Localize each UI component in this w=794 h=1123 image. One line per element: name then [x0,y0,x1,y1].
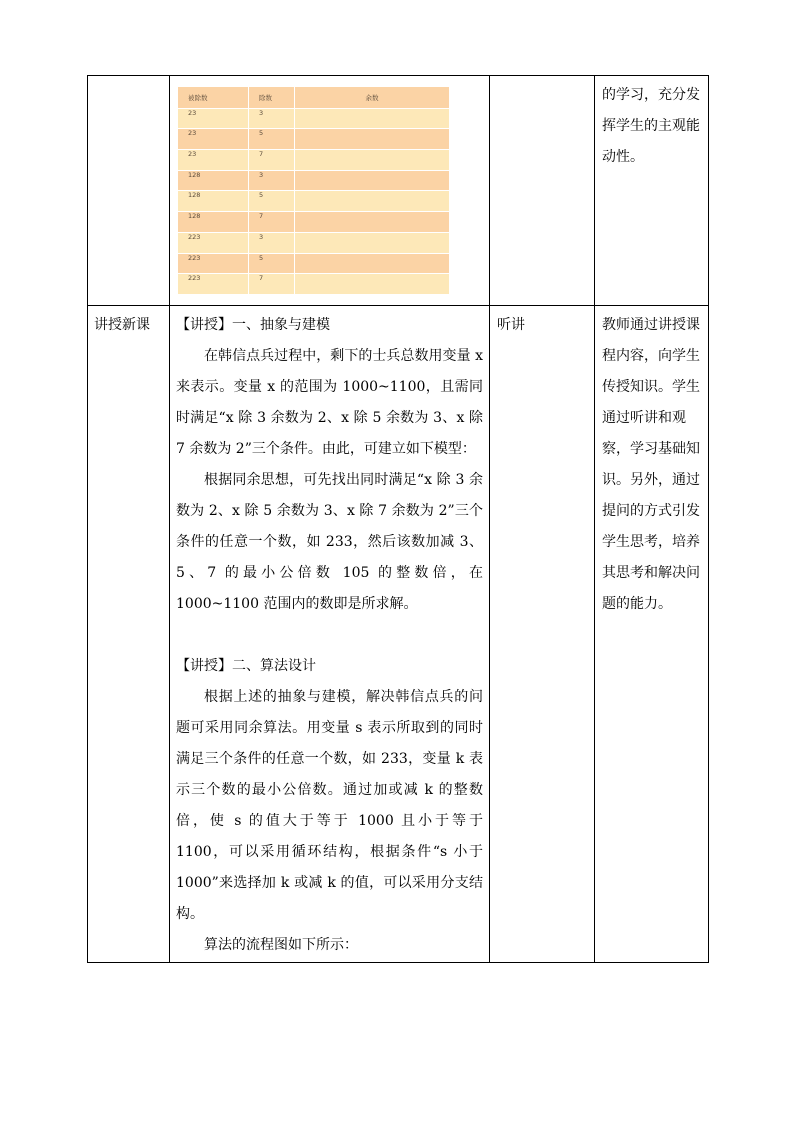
dividend-cell: 23 [178,108,249,129]
remainder-cell [295,191,450,212]
remainder-cell [295,253,450,274]
content-cell-table [170,76,490,306]
divisor-cell: 5 [249,191,295,212]
paragraph: 在韩信点兵过程中，剩下的士兵总数用变量 x 来表示。变量 x 的范围为 1000~1100，且需同时满足“x 除 3 余数为 2、x 除 5 余数为 3、x 除 7 余数为 2”三个条件。由此，可建立如下模型： [176,348,483,457]
header-remainder: 余数 [295,87,450,108]
divisor-cell: 5 [249,129,295,150]
remainder-cell [295,129,450,150]
divisor-cell: 5 [249,253,295,274]
remainder-table [178,87,449,295]
stage-cell-empty [88,76,170,306]
dividend-cell: 128 [178,212,249,233]
activity-cell [490,306,595,963]
remainder-cell [295,212,450,233]
divisor-cell: 7 [249,274,295,295]
activity-cell-empty [490,76,595,306]
remainder-cell [295,170,450,191]
table-row [178,274,449,295]
section-title: 【讲授】一、抽象与建模 [176,317,330,333]
remainder-table-header [178,87,449,108]
table-row [178,170,449,191]
divisor-cell: 3 [249,232,295,253]
student-activity: 听讲 [497,317,525,333]
table-row [88,76,709,306]
remainder-cell [295,150,450,171]
note-cell [595,306,709,963]
table-row [178,232,449,253]
dividend-cell: 223 [178,232,249,253]
divisor-cell: 3 [249,108,295,129]
design-note-text: 的学习，充分发挥学生的主观能动性。 [602,87,700,165]
remainder-cell [295,274,450,295]
content-cell [170,306,490,963]
dividend-cell: 128 [178,191,249,212]
header-dividend: 被除数 [178,87,249,108]
divisor-cell: 7 [249,212,295,233]
dividend-cell: 223 [178,274,249,295]
table-row [178,191,449,212]
table-row [178,108,449,129]
lesson-plan-table [87,75,709,963]
remainder-cell [295,108,450,129]
remainder-cell [295,232,450,253]
divisor-cell: 7 [249,150,295,171]
header-divisor: 除数 [249,87,295,108]
table-row [178,253,449,274]
divisor-cell: 3 [249,170,295,191]
stage-cell [88,306,170,963]
blank-line [176,620,483,651]
paragraph: 根据上述的抽象与建模，解决韩信点兵的问题可采用同余算法。用变量 s 表示所取到的同时满足三个条件的任意一个数，如 233，变量 k 表示三个数的最小公倍数。通过加或减 k 的整数倍，使 s 的值大于等于 1000 且小于等于 1100，可以采用循环结构，根据条件“s 小于 1000”来选择加 k 或减 k 的值，可以采用分支结构。 [176,689,483,922]
note-cell [595,76,709,306]
table-row [88,306,709,963]
dividend-cell: 23 [178,150,249,171]
lesson-content [170,306,489,961]
table-row [178,150,449,171]
section-title: 【讲授】二、算法设计 [176,658,316,674]
dividend-cell: 223 [178,253,249,274]
dividend-cell: 23 [178,129,249,150]
paragraph: 根据同余思想，可先找出同时满足“x 除 3 余数为 2、x 除 5 余数为 3、x 除 7 余数为 2”三个条件的任意一个数，如 233，然后该数加减 3、5、7 的最小公倍数 105 的整数倍，在 1000~1100 范围内的数即是所求解。 [176,472,483,612]
stage-label: 讲授新课 [94,317,150,333]
dividend-cell: 128 [178,170,249,191]
table-row [178,129,449,150]
paragraph: 算法的流程图如下所示： [204,937,358,953]
table-row [178,212,449,233]
design-note-text: 教师通过讲授课程内容，向学生传授知识。学生通过听讲和观察，学习基础知识。另外，通过提问的方式引发学生思考，培养其思考和解决问题的能力。 [602,317,700,612]
